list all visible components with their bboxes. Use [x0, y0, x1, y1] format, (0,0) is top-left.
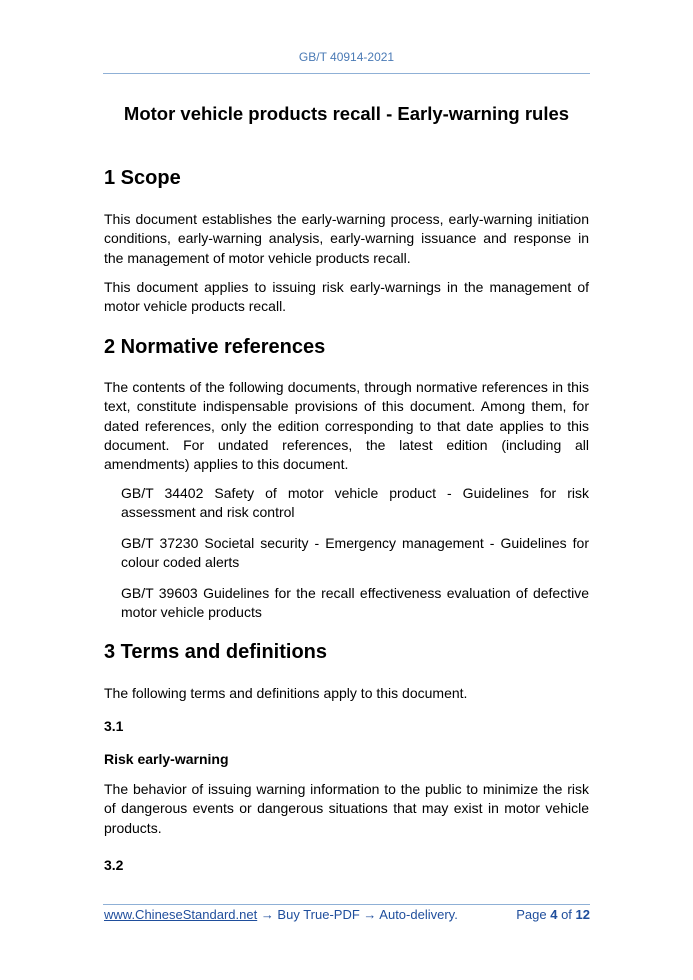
footer-divider: [103, 904, 590, 905]
term-number: 3.2: [104, 857, 124, 873]
scope-paragraph-2: This document applies to issuing risk early-warnings in the management of motor vehicle products recall.: [104, 279, 589, 315]
header-divider: [103, 73, 590, 74]
page-footer: [104, 907, 590, 925]
reference-item: GB/T 34402 Safety of motor vehicle product - Guidelines for risk assessment and risk control: [121, 485, 589, 521]
page-total: 12: [575, 907, 590, 922]
section-heading-terms: 3 Terms and definitions: [104, 641, 327, 663]
term-definition: The behavior of issuing warning information to the public to minimize the risk of dangerous events or dangerous situations that may exist in motor vehicle products.: [104, 781, 589, 836]
reference-item: GB/T 37230 Societal security - Emergency management - Guidelines for colour coded alerts: [121, 535, 589, 571]
scope-paragraph-1: This document establishes the early-warning process, early-warning initiation conditions, early-warning analysis, early-warning issuance and response in the management of motor vehicle products recall.: [104, 211, 589, 266]
reference-item: GB/T 39603 Guidelines for the recall effectiveness evaluation of defective motor vehicle products: [121, 585, 589, 621]
section-heading-scope: 1 Scope: [104, 167, 181, 189]
terms-intro-paragraph: The following terms and definitions apply to this document.: [104, 685, 468, 701]
document-title: Motor vehicle products recall - Early-warning rules: [123, 103, 570, 124]
term-name: Risk early-warning: [104, 751, 229, 767]
term-number: 3.1: [104, 718, 124, 734]
footer-tagline: → Buy True-PDF → Auto-delivery.: [257, 907, 458, 922]
page-indicator: [516, 907, 590, 922]
normative-paragraph: The contents of the following documents, through normative references in this text, constitute indispensable provisions of this document. Among them, for dated references, only the edition corresponding to that date applies to this document. For undated references, the latest edition (including all amendments) applies to this document.: [104, 379, 589, 473]
footer-left: [104, 907, 458, 922]
running-header: GB/T 40914-2021: [298, 50, 395, 64]
website-link[interactable]: www.ChineseStandard.net: [104, 907, 258, 922]
of-word: of: [561, 907, 572, 922]
section-heading-normative-references: 2 Normative references: [104, 336, 326, 358]
page-word: Page: [516, 907, 547, 922]
page-number: 4: [550, 907, 558, 922]
